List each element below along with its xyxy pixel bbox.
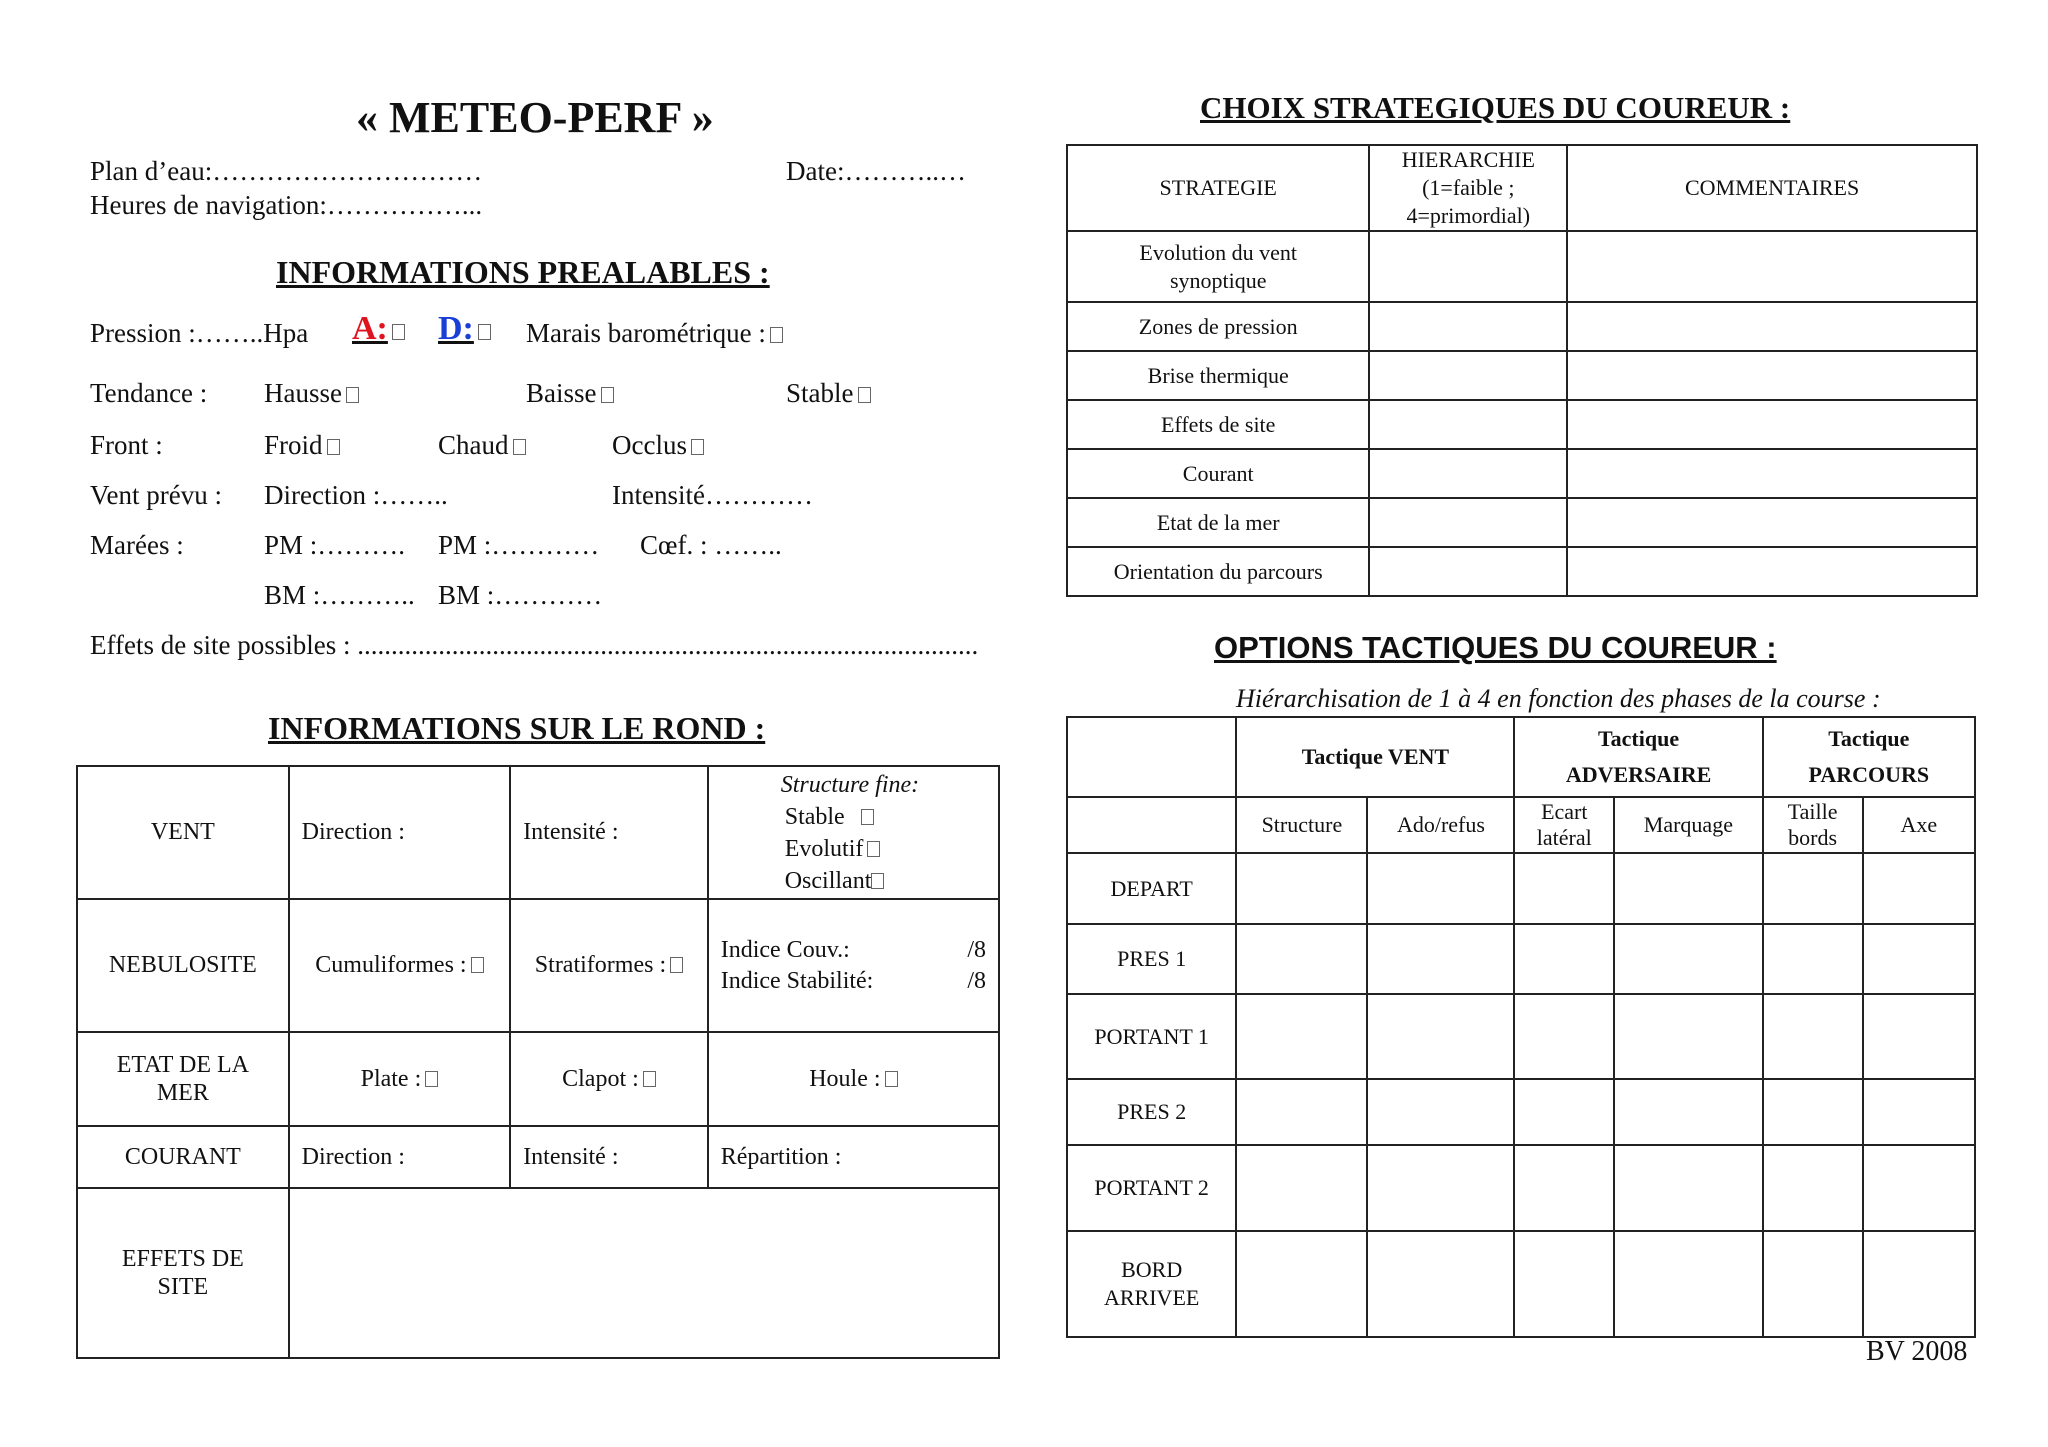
houle-option[interactable] [708,1032,999,1126]
anticyclone-label: A: [352,310,388,347]
strategie-row-label: Zones de pression [1067,302,1369,351]
indice-stab-max: /8 [967,967,986,994]
marais-label: Marais barométrique : [526,318,766,348]
commentaires-header: COMMENTAIRES [1567,145,1977,231]
strategie-row-label: Orientation du parcours [1067,547,1369,596]
occlus-option[interactable] [612,430,704,461]
phase-label: PORTANT 2 [1067,1145,1236,1231]
cumuliformes-checkbox[interactable] [471,957,484,973]
occlus-label: Occlus [612,430,687,460]
anticyclone-checkbox[interactable] [392,324,405,340]
stable-fine-option[interactable] [785,801,998,833]
grid-cell[interactable] [1514,1231,1614,1337]
courant-intensite-cell[interactable]: Intensité : [510,1126,708,1188]
marees-label: Marées : [90,530,184,560]
grid-cell[interactable] [1367,924,1514,994]
indice-couv-max: /8 [967,936,986,963]
hausse-option[interactable] [264,378,359,409]
stable-option[interactable] [786,378,871,409]
rond-title: INFORMATIONS SUR LE ROND : [268,710,766,746]
indice-couv-label: Indice Couv.: [720,936,850,963]
grid-cell[interactable] [1614,853,1763,924]
subcol-header: Ecart latéral [1514,797,1614,853]
strategie-row-label: Courant [1067,449,1369,498]
heures-field: Heures de navigation:……………... [90,190,483,220]
group-adversaire-header: Tactique ADVERSAIRE [1514,717,1762,797]
baisse-label: Baisse [526,378,597,408]
bm2-field: BM :………… [438,580,603,610]
plate-label: Plate : [360,1065,422,1092]
oscillant-label: Oscillant [784,867,872,894]
grid-cell[interactable] [1236,924,1367,994]
phase-label: PORTANT 1 [1067,994,1236,1079]
table-row [1067,797,1975,853]
depression-label: D: [438,310,474,347]
clapot-label: Clapot : [562,1065,639,1092]
corner-cell [1067,797,1236,853]
table-row [1067,547,1977,596]
grid-cell[interactable] [1367,1145,1514,1231]
commentaires-cell[interactable] [1567,302,1977,351]
table-row [77,1188,999,1358]
plan-deau-field: Plan d’eau:………………………… [90,156,483,186]
vent-intensite-cell[interactable]: Intensité : [510,766,708,899]
tactique-title: OPTIONS TACTIQUES DU COUREUR : [1214,630,1777,665]
plate-checkbox[interactable] [425,1071,438,1087]
date-field: Date:………..… [786,156,966,186]
chaud-option[interactable] [438,430,526,461]
table-row [1067,853,1975,924]
commentaires-cell[interactable] [1567,351,1977,400]
table-row [1067,1079,1975,1145]
strategie-row-label: Effets de site [1067,400,1369,449]
nebulosite-row-label: NEBULOSITE [77,899,289,1032]
plate-option[interactable] [289,1032,511,1126]
evolutif-checkbox[interactable] [867,841,880,857]
oscillant-checkbox[interactable] [871,873,884,889]
grid-cell[interactable] [1236,853,1367,924]
baisse-option[interactable] [526,378,614,409]
hierarchie-header: HIERARCHIE (1=faible ; 4=primordial) [1369,145,1567,231]
hierarchie-cell[interactable] [1369,302,1567,351]
grid-cell[interactable] [1863,1145,1975,1231]
hierarchie-cell[interactable] [1369,231,1567,302]
depression-option[interactable] [438,310,491,348]
subcol-header: Structure [1236,797,1367,853]
grid-cell[interactable] [1367,1079,1514,1145]
clapot-option[interactable] [510,1032,708,1126]
grid-cell[interactable] [1763,853,1863,924]
houle-checkbox[interactable] [885,1071,898,1087]
grid-cell[interactable] [1367,994,1514,1079]
table-row [77,899,999,1032]
pm1-field: PM :………. [264,530,406,560]
stable-fine-label: Stable [784,803,845,830]
tendance-label: Tendance : [90,378,208,408]
stratiformes-label: Stratiformes : [534,952,667,978]
grid-cell[interactable] [1614,994,1763,1079]
table-row [1067,351,1977,400]
chaud-checkbox[interactable] [513,439,526,455]
grid-cell[interactable] [1514,994,1614,1079]
grid-cell[interactable] [1514,1145,1614,1231]
table-row [77,1032,999,1126]
commentaires-cell[interactable] [1567,498,1977,547]
strategie-row-label: Brise thermique [1067,351,1369,400]
grid-cell[interactable] [1763,1231,1863,1337]
tactique-subtitle: Hiérarchisation de 1 à 4 en fonction des phases de la course : [1236,684,1881,713]
froid-label: Froid [264,430,323,460]
strategie-title: CHOIX STRATEGIQUES DU COUREUR : [1200,90,1791,125]
stable-checkbox[interactable] [858,387,871,403]
front-label: Front : [90,430,163,460]
marais-checkbox[interactable] [770,327,783,343]
vent-intensite-field: Intensité………… [612,480,813,510]
froid-option[interactable] [264,430,340,461]
grid-cell[interactable] [1763,1145,1863,1231]
rond-table [76,765,1000,1359]
subcol-header: Taille bords [1763,797,1863,853]
grid-cell[interactable] [1367,1231,1514,1337]
strategie-row-label: Etat de la mer [1067,498,1369,547]
grid-cell[interactable] [1863,924,1975,994]
strategie-row-label: Evolution du vent synoptique [1067,231,1369,302]
pm2-field: PM :………… [438,530,600,560]
grid-cell[interactable] [1863,1231,1975,1337]
hierarchie-cell[interactable] [1369,498,1567,547]
baisse-checkbox[interactable] [601,387,614,403]
footer-credit: BV 2008 [1866,1336,1968,1367]
grid-cell[interactable] [1367,853,1514,924]
grid-cell[interactable] [1763,1079,1863,1145]
cumuliformes-label: Cumuliformes : [315,952,467,978]
table-row [1067,400,1977,449]
subcol-header: Marquage [1614,797,1763,853]
effets-site-row-label: EFFETS DE SITE [77,1188,289,1358]
strategie-table [1066,144,1978,597]
table-row [1067,498,1977,547]
hierarchie-cell[interactable] [1369,449,1567,498]
grid-cell[interactable] [1614,924,1763,994]
commentaires-cell[interactable] [1567,400,1977,449]
grid-cell[interactable] [1763,924,1863,994]
table-row [1067,717,1975,797]
courant-direction-cell[interactable]: Direction : [289,1126,511,1188]
table-row [77,766,999,899]
vent-prevu-label: Vent prévu : [90,480,222,510]
grid-cell[interactable] [1614,1231,1763,1337]
hierarchie-cell[interactable] [1369,400,1567,449]
grid-cell[interactable] [1514,924,1614,994]
table-row [1067,302,1977,351]
anticyclone-option[interactable] [352,310,405,348]
table-row [1067,231,1977,302]
table-row [1067,145,1977,231]
stable-fine-checkbox[interactable] [861,809,874,825]
grid-cell[interactable] [1863,1079,1975,1145]
hausse-checkbox[interactable] [346,387,359,403]
page-title: « METEO-PERF » [356,93,714,142]
prealables-title: INFORMATIONS PREALABLES : [276,254,770,290]
evolutif-label: Evolutif [784,835,864,862]
grid-cell[interactable] [1236,994,1367,1079]
commentaires-cell[interactable] [1567,231,1977,302]
commentaires-cell[interactable] [1567,449,1977,498]
phase-label: PRES 2 [1067,1079,1236,1145]
evolutif-option[interactable] [785,833,998,865]
effets-site-cell[interactable] [289,1188,999,1358]
strategie-header: STRATEGIE [1067,145,1369,231]
stratiformes-option[interactable] [510,899,708,1032]
houle-label: Houle : [809,1065,881,1092]
grid-cell[interactable] [1863,994,1975,1079]
table-row [77,1126,999,1188]
commentaires-cell[interactable] [1567,547,1977,596]
grid-cell[interactable] [1514,853,1614,924]
froid-checkbox[interactable] [327,439,340,455]
table-row [1067,1145,1975,1231]
marais-option[interactable] [526,318,783,349]
hierarchie-cell[interactable] [1369,547,1567,596]
depression-checkbox[interactable] [478,324,491,340]
group-vent-header: Tactique VENT [1236,717,1514,797]
grid-cell[interactable] [1236,1079,1367,1145]
indice-stab-label: Indice Stabilité: [720,967,874,994]
tactique-table [1066,716,1976,1338]
hierarchie-cell[interactable] [1369,351,1567,400]
grid-cell[interactable] [1236,1231,1367,1337]
grid-cell[interactable] [1614,1079,1763,1145]
clapot-checkbox[interactable] [643,1071,656,1087]
hausse-label: Hausse [264,378,342,408]
vent-direction-cell[interactable]: Direction : [289,766,511,899]
stable-label: Stable [786,378,854,408]
vent-direction-field: Direction :…….. [264,480,448,510]
table-row [1067,1231,1975,1337]
bm1-field: BM :……….. [264,580,415,610]
group-parcours-header: Tactique PARCOURS [1763,717,1975,797]
courant-repartition-cell[interactable]: Répartition : [708,1126,999,1188]
grid-cell[interactable] [1763,994,1863,1079]
indices-cell[interactable] [708,899,999,1032]
phase-label: DEPART [1067,853,1236,924]
phase-label: PRES 1 [1067,924,1236,994]
structure-fine-cell [708,766,999,899]
phase-label: BORD ARRIVEE [1067,1231,1236,1337]
corner-cell [1067,717,1236,797]
grid-cell[interactable] [1514,1079,1614,1145]
subcol-header: Ado/refus [1367,797,1514,853]
table-row [1067,449,1977,498]
subcol-header: Axe [1863,797,1975,853]
grid-cell[interactable] [1614,1145,1763,1231]
coef-field: Cœf. : …….. [640,530,782,560]
courant-row-label: COURANT [77,1126,289,1188]
occlus-checkbox[interactable] [691,439,704,455]
table-row [1067,994,1975,1079]
table-row [1067,924,1975,994]
effets-site-field: Effets de site possibles : ............................................................................................ [90,630,979,660]
chaud-label: Chaud [438,430,509,460]
oscillant-option[interactable] [785,865,998,897]
etat-mer-row-label: ETAT DE LA MER [77,1032,289,1126]
stratiformes-checkbox[interactable] [670,957,683,973]
vent-row-label: VENT [77,766,289,899]
structure-fine-label: Structure fine: [780,771,920,798]
pression-field: Pression :……..Hpa [90,318,309,348]
cumuliformes-option[interactable] [289,899,511,1032]
grid-cell[interactable] [1863,853,1975,924]
grid-cell[interactable] [1236,1145,1367,1231]
